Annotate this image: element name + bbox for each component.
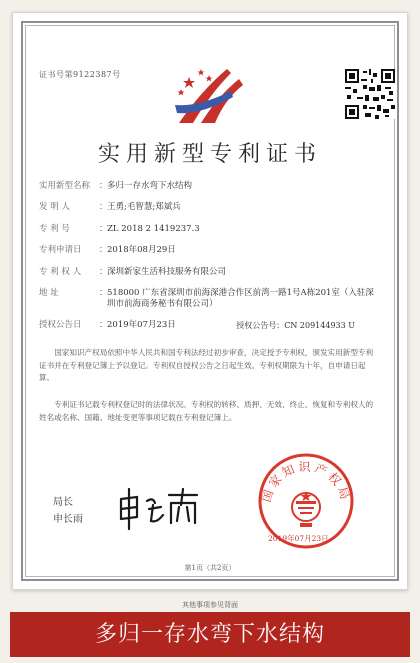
certificate-paragraph-grant: 国家知识产权局依照中华人民共和国专利法经过初步审查，决定授予专利权，颁发实用新型专利证书并在专利登记簿上予以登记。专利权自授权公告之日起生效。专利权期限为十年，自申请日起算。 (39, 348, 374, 383)
field-label: 实用新型名称 (39, 181, 91, 191)
qr-code-icon (345, 69, 395, 119)
field-patentee: 专 利 权 人 ： 深圳新家生活科技服务有限公司 (39, 267, 377, 278)
back-side-note: 其他事项参见背面 (182, 601, 238, 609)
field-label: 专 利 号 (39, 224, 70, 234)
page-indicator: 第1页（共2页） (184, 564, 236, 572)
field-label: 地 址 (39, 288, 59, 298)
field-grant-date: 授权公告日 ： 2019年07月23日 (39, 320, 377, 331)
announcement-number-value: CN 209144933 U (284, 321, 355, 330)
director-title: 局长 (53, 497, 73, 508)
certificate-number: 证书号第9122387号 (39, 70, 121, 79)
field-application-date: 专利申请日 ： 2018年08月29日 (39, 245, 377, 256)
field-value: 2018年08月29日 (107, 245, 176, 255)
field-label: 授权公告日 (39, 320, 82, 330)
field-patent-number: 专 利 号 ： ZL 2018 2 1419237.3 (39, 224, 377, 235)
field-label: 专利申请日 (39, 245, 82, 255)
field-value: 2019年07月23日 (107, 320, 176, 330)
announcement-number-label: 授权公告号： (236, 321, 285, 330)
director-name: 申长雨 (53, 514, 83, 525)
svg-text:国家知识产权局: 国家知识产权局 (258, 460, 354, 504)
field-inventors: 发 明 人 ： 王勇;毛智慧;郑斌兵 (39, 202, 377, 213)
certificate-document (12, 12, 408, 590)
field-value: 深圳新家生活科技服务有限公司 (107, 267, 227, 277)
seal-date: 2019年07月23日 (268, 534, 329, 543)
field-value: 518000 广东省深圳市前海深港合作区前湾一路1号A栋201室（入驻深圳市前海商务秘书有限公司） (107, 288, 374, 310)
field-label: 专 利 权 人 (39, 267, 82, 277)
field-label: 发 明 人 (39, 202, 70, 212)
field-address: 地 址 ： 518000 广东省深圳市前海深港合作区前湾一路1号A栋201室（入驻深圳市前海商务秘书有限公司） (39, 288, 377, 311)
field-value: ZL 2018 2 1419237.3 (107, 224, 200, 234)
announcement-number (236, 320, 355, 331)
product-title-banner: 多归一存水弯下水结构 (10, 612, 410, 657)
field-value: 多归一存水弯下水结构 (107, 181, 193, 191)
certificate-title: 实用新型专利证书 (97, 142, 322, 167)
patent-office-emblem-icon (171, 61, 251, 131)
certificate-paragraph-legal-status: 专利证书记载专利权登记时的法律状况。专利权的转移、质押、无效、终止、恢复和专利权人的姓名或名称、国籍、地址变更等事项记载在专利登记簿上。 (39, 400, 374, 422)
field-utility-model-name: 实用新型名称 ： 多归一存水弯下水结构 (39, 181, 377, 192)
handwritten-signature (113, 485, 203, 531)
field-value: 王勇;毛智慧;郑斌兵 (107, 202, 181, 212)
